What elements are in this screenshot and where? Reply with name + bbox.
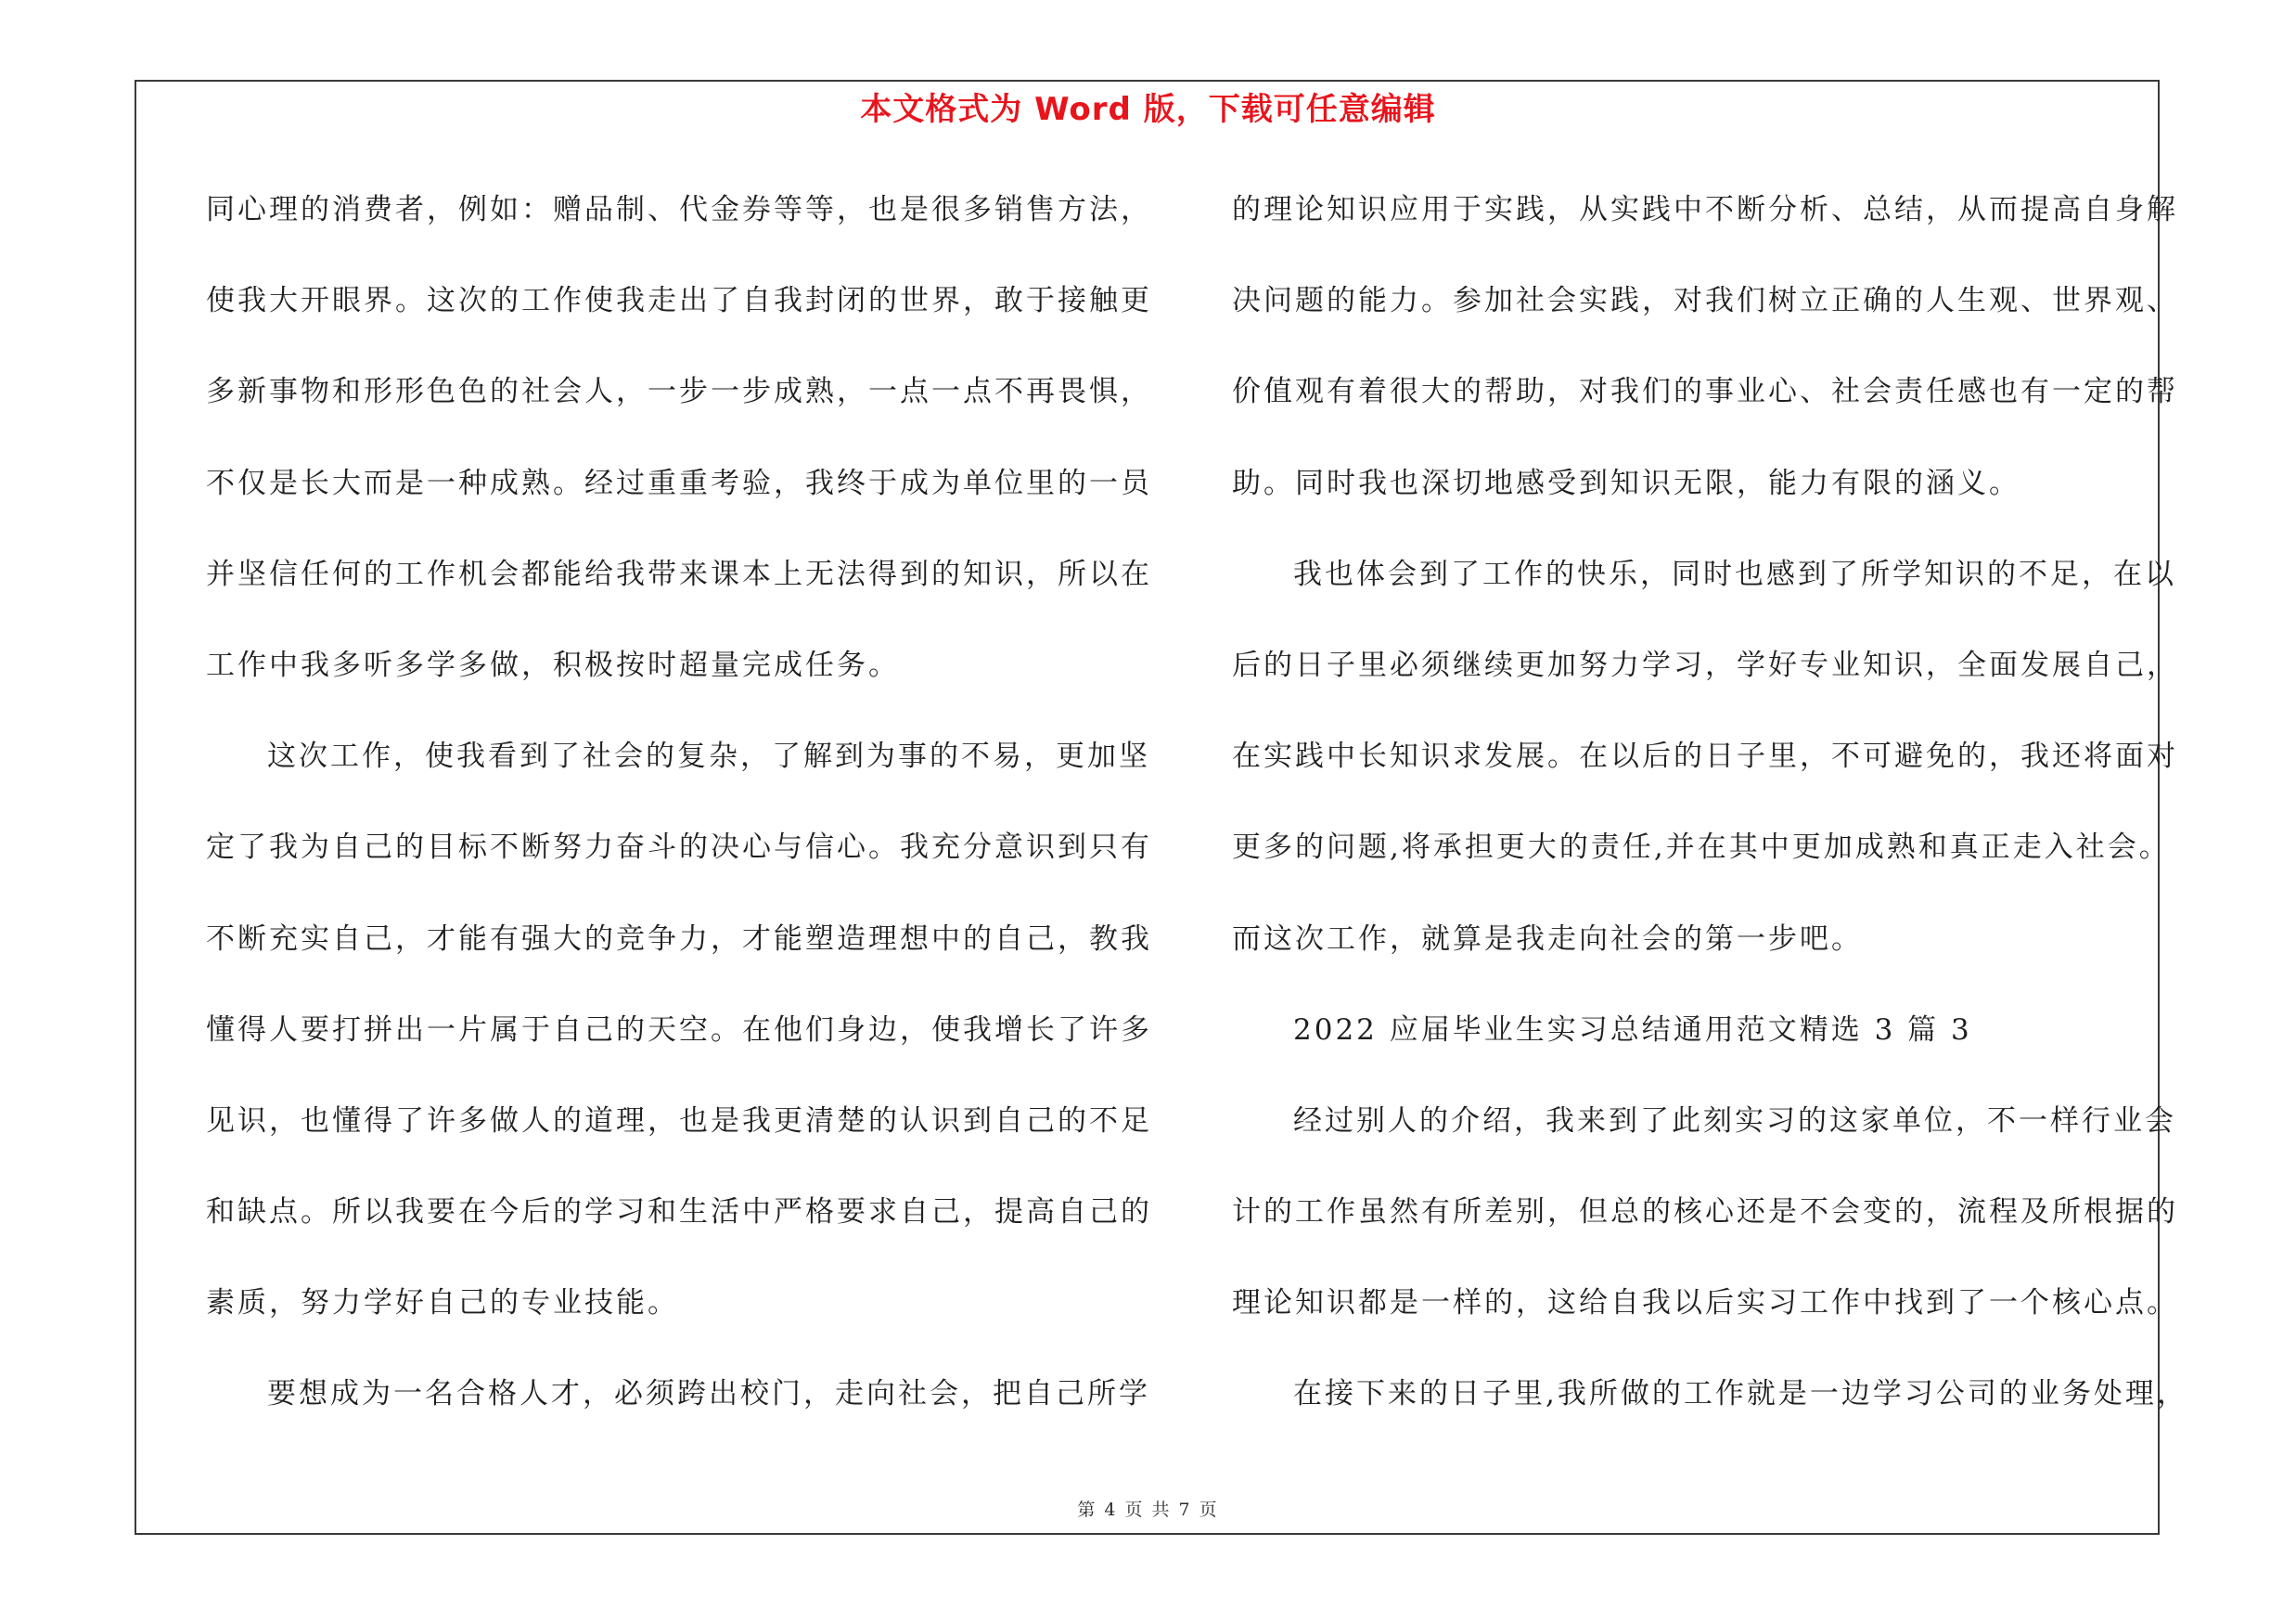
paragraph-line: 在实践中长知识求发展。在以后的日子里，不可避免的，我还将面对 <box>1232 740 2178 774</box>
footer-page-label: 第 <box>1077 1500 1097 1520</box>
left-column <box>206 182 1152 1458</box>
page-footer <box>0 1496 2296 1521</box>
paragraph-line: 同心理的消费者，例如：赠品制、代金券等等，也是很多销售方法， <box>206 193 1152 226</box>
paragraph-line: 我也体会到了工作的快乐，同时也感到了所学知识的不足，在以 <box>1293 557 2176 591</box>
paragraph-line: 不断充实自己，才能有强大的竞争力，才能塑造理想中的自己，教我 <box>206 921 1152 956</box>
paragraph-line: 的理论知识应用于实践，从实践中不断分析、总结，从而提高自身解 <box>1232 193 2178 226</box>
footer-current-page: 4 <box>1104 1500 1118 1520</box>
paragraph-line: 见识，也懂得了许多做人的道理，也是我更清楚的认识到自己的不足 <box>206 1103 1152 1138</box>
paragraph-line: 助。同时我也深切地感受到知识无限，能力有限的涵义。 <box>1232 466 2020 500</box>
paragraph-line: 多新事物和形形色色的社会人，一步一步成熟，一点一点不再畏惧， <box>206 375 1152 409</box>
paragraph-line: 更多的问题,将承担更大的责任,并在其中更加成熟和真正走入社会。 <box>1232 831 2171 865</box>
paragraph-line: 懂得人要打拼出一片属于自己的天空。在他们身边，使我增长了许多 <box>206 1012 1152 1047</box>
paragraph-line: 定了我为自己的目标不断努力奋斗的决心与信心。我充分意识到只有 <box>206 831 1152 865</box>
paragraph-line: 而这次工作，就算是我走向社会的第一步吧。 <box>1232 921 1863 956</box>
paragraph-line: 使我大开眼界。这次的工作使我走出了自我封闭的世界，敢于接触更 <box>206 284 1152 318</box>
footer-suffix-label: 页 <box>1199 1500 1219 1520</box>
section-heading: 2022 应届毕业生实习总结通用范文精选 3 篇 3 <box>1293 1012 1972 1047</box>
paragraph-line: 经过别人的介绍，我来到了此刻实习的这家单位，不一样行业会 <box>1293 1103 2176 1138</box>
paragraph-line: 后的日子里必须继续更加努力学习，学好专业知识，全面发展自己， <box>1232 648 2178 682</box>
header-banner: 本文格式为 Word 版，下载可任意编辑 <box>860 91 1436 128</box>
paragraph-line: 理论知识都是一样的，这给自我以后实习工作中找到了一个核心点。 <box>1232 1286 2178 1320</box>
paragraph-line: 不仅是长大而是一种成熟。经过重重考验，我终于成为单位里的一员 <box>206 466 1152 500</box>
footer-total-pages: 7 <box>1178 1500 1192 1520</box>
paragraph-line: 工作中我多听多学多做，积极按时超量完成任务。 <box>206 648 900 682</box>
paragraph-line: 在接下来的日子里,我所做的工作就是一边学习公司的业务处理， <box>1293 1377 2188 1411</box>
paragraph-line: 要想成为一名合格人才，必须跨出校门，走向社会，把自己所学 <box>267 1377 1150 1411</box>
paragraph-line: 计的工作虽然有所差别，但总的核心还是不会变的，流程及所根据的 <box>1232 1195 2178 1230</box>
right-column <box>1232 182 2188 1458</box>
paragraph-line: 价值观有着很大的帮助，对我们的事业心、社会责任感也有一定的帮 <box>1232 375 2178 409</box>
paragraph-line: 决问题的能力。参加社会实践，对我们树立正确的人生观、世界观、 <box>1232 284 2178 318</box>
paragraph-line: 并坚信任何的工作机会都能给我带来课本上无法得到的知识，所以在 <box>206 557 1152 591</box>
paragraph-line: 素质，努力学好自己的专业技能。 <box>206 1286 679 1320</box>
footer-of-label: 页 共 <box>1124 1500 1172 1520</box>
paragraph-line: 和缺点。所以我要在今后的学习和生活中严格要求自己，提高自己的 <box>206 1195 1152 1230</box>
paragraph-line: 这次工作，使我看到了社会的复杂，了解到为事的不易，更加坚 <box>267 740 1150 774</box>
